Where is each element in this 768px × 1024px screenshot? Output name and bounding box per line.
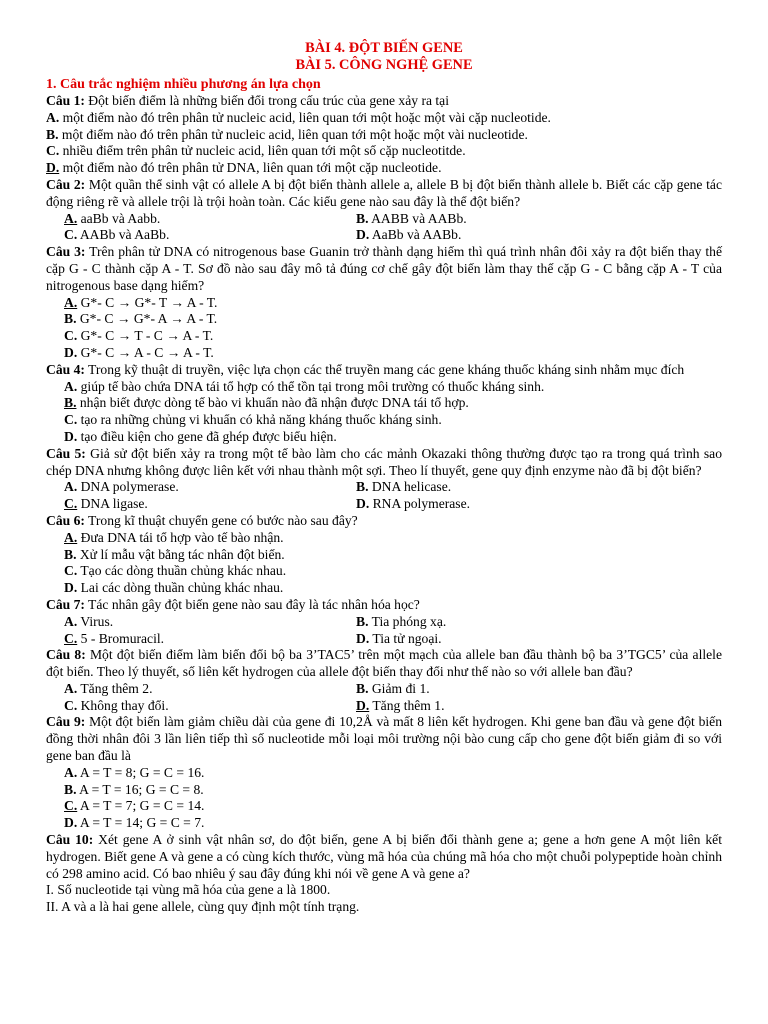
option-b: [46, 782, 722, 799]
option-text: A = T = 7; G = C = 14.: [77, 798, 205, 814]
option-b: [46, 395, 722, 412]
question-3: [46, 244, 722, 294]
option-text: A = T = 8; G = C = 16.: [77, 764, 205, 780]
question-9: [46, 714, 722, 764]
question-text: Đột biến điểm là những biến đổi trong cấu trúc của gene xảy ra tại: [84, 93, 449, 108]
option-a: [46, 295, 722, 312]
option-text: G*- C → T - C → A - T.: [77, 328, 214, 344]
question-8: [46, 647, 722, 681]
option-c: [64, 227, 356, 244]
question-number: Câu 2:: [46, 176, 86, 192]
options-row: [46, 681, 722, 698]
question-text: Một đột biến điểm làm biến đổi bộ ba 3’TAC5’ trên một mạch của allele ban đầu thành bộ ba 3’TGC5’ của allele đột biến. Theo lý thuyết, số liên kết hydrogen của allele đột biến thay đổi như thế nào so với allele ban đầu?: [46, 647, 722, 680]
option-label-answer: B.: [64, 395, 77, 411]
options-row: [46, 614, 722, 631]
question-number: Câu 8:: [46, 647, 86, 663]
option-label: A.: [64, 680, 78, 696]
option-label: A.: [64, 378, 78, 394]
option-text: AaBb và AABb.: [369, 227, 462, 243]
option-text: Lai các dòng thuần chủng khác nhau.: [77, 580, 284, 596]
question-number: Câu 4:: [46, 361, 85, 377]
question-number: Câu 9:: [46, 714, 86, 730]
option-text: Virus.: [77, 613, 114, 629]
option-label: B.: [356, 479, 369, 495]
option-text: Tăng thêm 2.: [77, 680, 153, 696]
option-label: D.: [64, 344, 78, 360]
options-row: [46, 479, 722, 496]
option-label: C.: [64, 563, 78, 579]
option-c: [64, 631, 356, 648]
option-label: A.: [64, 764, 78, 780]
option-text: G*- C → G*- T → A - T.: [77, 294, 218, 310]
option-label: D.: [64, 428, 78, 444]
option-text: Không thay đổi.: [77, 697, 169, 713]
lesson-title-5: BÀI 5. CÔNG NGHỆ GENE: [295, 57, 473, 73]
option-text: Tăng thêm 1.: [369, 697, 445, 713]
question-6: [46, 513, 722, 530]
option-text: DNA helicase.: [368, 479, 452, 495]
option-c: [46, 798, 722, 815]
option-a: [46, 765, 722, 782]
option-text: A = T = 14; G = C = 7.: [77, 815, 205, 831]
option-d: [356, 496, 648, 513]
question-10: [46, 832, 722, 882]
option-text: một điểm nào đó trên phân tử DNA, liên quan tới một cặp nucleotide.: [59, 160, 442, 176]
option-d: [46, 429, 722, 446]
question-5: [46, 446, 722, 480]
question-text: Trong kỹ thuật di truyền, việc lựa chọn các thể truyền mang các gene kháng thuốc kháng sinh nhằm mục đích: [84, 361, 685, 377]
options-row: [46, 227, 722, 244]
option-text: Tạo các dòng thuần chủng khác nhau.: [77, 563, 287, 579]
option-b: [46, 311, 722, 328]
option-b: [356, 681, 648, 698]
option-d: [46, 580, 722, 597]
question-number: Câu 7:: [46, 596, 85, 612]
option-label: B.: [356, 210, 369, 226]
option-text: A = T = 16; G = C = 8.: [76, 781, 204, 797]
option-a: [46, 110, 722, 127]
option-label: D.: [356, 630, 370, 646]
option-c: [64, 698, 356, 715]
option-label: D.: [356, 227, 370, 243]
option-text: 5 - Bromuracil.: [77, 630, 165, 646]
option-label: A.: [64, 613, 78, 629]
option-label-answer: A.: [64, 210, 78, 226]
option-a: [46, 530, 722, 547]
option-a: [64, 479, 356, 496]
options-row: [46, 496, 722, 513]
question-text: Tác nhân gây đột biến gene nào sau đây là tác nhân hóa học?: [84, 596, 420, 612]
option-label: C.: [64, 697, 78, 713]
option-text: Xử lí mẫu vật bằng tác nhân đột biến.: [76, 546, 285, 562]
option-b: [46, 547, 722, 564]
section-heading: 1. Câu trắc nghiệm nhiều phương án lựa chọn: [46, 77, 321, 92]
option-text: một điểm nào đó trên phân tử nucleic acid, liên quan tới một hoặc một vài nucleotide.: [58, 126, 528, 142]
option-text: AABb và AaBb.: [77, 227, 170, 243]
option-label-answer: D.: [356, 697, 370, 713]
question-4: [46, 362, 722, 379]
option-text: giúp tế bào chứa DNA tái tổ hợp có thể tồn tại trong môi trường có thuốc kháng sinh.: [77, 378, 545, 394]
option-label: D.: [64, 815, 78, 831]
option-text: DNA polymerase.: [77, 479, 179, 495]
question-number: Câu 3:: [46, 244, 86, 260]
option-label: D.: [356, 496, 370, 512]
option-b: [356, 479, 648, 496]
option-c: [64, 496, 356, 513]
options-row: [46, 631, 722, 648]
question-text: Một đột biến làm giảm chiều dài của gene đi 10,2Å và mất 8 liên kết hydrogen. Khi gene ban đầu và gene đột biến đồng thời nhân đôi 3 lần liên tiếp thì số nucleotide mỗi loại môi trường nội bào cung cấp cho gene đột biến giảm đi so với gene ban đầu là: [46, 714, 722, 764]
question-number: Câu 5:: [46, 445, 86, 461]
question-text: Trong kĩ thuật chuyển gene có bước nào sau đây?: [84, 512, 358, 528]
option-label-answer: C.: [64, 496, 78, 512]
option-label: B.: [64, 781, 77, 797]
question-text: Trên phân tử DNA có nitrogenous base Guanin trở thành dạng hiếm thì quá trình nhân đôi xảy ra đột biến thay thế cặp G - C thành cặp A - T. Sơ đồ nào sau đây mô tả đúng cơ chế gây đột biến làm thay thế cặp G - C bằng cặp A - T của nitrogenous base dạng hiếm?: [46, 244, 722, 293]
question-1: [46, 93, 722, 110]
option-label-answer: A.: [64, 529, 78, 545]
question-text: Xét gene A ở sinh vật nhân sơ, do đột biến, gene A bị biến đổi thành gene a; gene a hơn gene A một liên kết hydrogen. Biết gene A và gene a có cùng kích thước, vùng mã hóa của chúng mã hóa cho một chuỗi polypeptide hoàn chỉnh có 298 amino acid. Có bao nhiêu ý sau đây đúng khi nói về gene A và gene a?: [46, 832, 722, 881]
option-b: [356, 614, 648, 631]
question-number: Câu 1:: [46, 93, 85, 108]
option-c: [46, 143, 722, 160]
option-label-answer: D.: [46, 160, 60, 176]
option-text: nhiều điểm trên phân tử nucleic acid, liên quan tới một số cặp nucleotitde.: [59, 143, 466, 159]
option-text: RNA polymerase.: [369, 496, 471, 512]
option-c: [46, 563, 722, 580]
option-label: A.: [64, 479, 78, 495]
lesson-title-4: BÀI 4. ĐỘT BIẾN GENE: [305, 40, 463, 56]
option-c: [46, 328, 722, 345]
option-text: G*- C → A - C → A - T.: [77, 344, 214, 360]
option-d: [356, 698, 648, 715]
option-d: [356, 631, 648, 648]
option-text: DNA ligase.: [77, 496, 148, 512]
option-label: D.: [64, 580, 78, 596]
question-number: Câu 10:: [46, 832, 94, 848]
option-text: tạo ra những chủng vi khuẩn có khả năng kháng thuốc kháng sinh.: [77, 412, 442, 428]
option-text: Tia tử ngoại.: [369, 630, 442, 646]
question-number: Câu 6:: [46, 512, 85, 528]
option-text: một điểm nào đó trên phân tử nucleic acid, liên quan tới một hoặc một vài cặp nucleotide.: [59, 109, 551, 125]
option-label: C.: [64, 412, 78, 428]
question-text: Giả sử đột biến xảy ra trong một tế bào làm cho các mảnh Okazaki thông thường được tạo ra trong quá trình sao chép DNA nhưng không được liên kết với nhau thành một sợi. Theo lí thuyết, gene quy định enzyme nào đã bị đột biến?: [46, 445, 722, 478]
option-label: B.: [64, 311, 77, 327]
question-2: [46, 177, 722, 211]
option-d: [356, 227, 648, 244]
option-d: [46, 815, 722, 832]
option-text: Đưa DNA tái tổ hợp vào tế bào nhận.: [77, 529, 284, 545]
option-label: B.: [64, 546, 77, 562]
option-text: tạo điều kiện cho gene đã ghép được biểu hiện.: [77, 428, 337, 444]
option-label: B.: [356, 613, 369, 629]
option-text: Tia phóng xạ.: [368, 613, 447, 629]
options-row: [46, 698, 722, 715]
option-a: [64, 211, 356, 228]
question-7: [46, 597, 722, 614]
option-label-answer: C.: [64, 630, 78, 646]
option-label: A.: [46, 109, 60, 125]
option-text: aaBb và Aabb.: [77, 210, 161, 226]
option-label-answer: A.: [64, 294, 78, 310]
statement-1: I. Số nucleotide tại vùng mã hóa của gene a là 1800.: [46, 882, 331, 898]
option-text: AABB và AABb.: [368, 210, 467, 226]
option-text: nhận biết được dòng tế bào vi khuẩn nào đã nhận được DNA tái tổ hợp.: [76, 395, 469, 411]
options-row: [46, 211, 722, 228]
question-text: Một quần thể sinh vật có allele A bị đột biến thành allele a, allele B bị đột biến thành allele b. Biết các cặp gene tác động riêng rẽ và allele trội là trội hoàn toàn. Các kiểu gene nào sau đây là thể đột biến?: [46, 176, 722, 209]
option-b: [356, 211, 648, 228]
option-a: [64, 614, 356, 631]
option-a: [46, 379, 722, 396]
option-b: [46, 127, 722, 144]
option-label: C.: [64, 328, 78, 344]
option-label: B.: [356, 680, 369, 696]
option-label: C.: [46, 143, 60, 159]
option-label: B.: [46, 126, 59, 142]
option-d: [46, 160, 722, 177]
option-label: C.: [64, 227, 78, 243]
option-a: [64, 681, 356, 698]
option-d: [46, 345, 722, 362]
statement-2: II. A và a là hai gene allele, cùng quy định một tính trạng.: [46, 899, 360, 915]
option-label-answer: C.: [64, 798, 78, 814]
option-c: [46, 412, 722, 429]
option-text: Giảm đi 1.: [368, 680, 430, 696]
option-text: G*- C → G*- A → A - T.: [76, 311, 218, 327]
